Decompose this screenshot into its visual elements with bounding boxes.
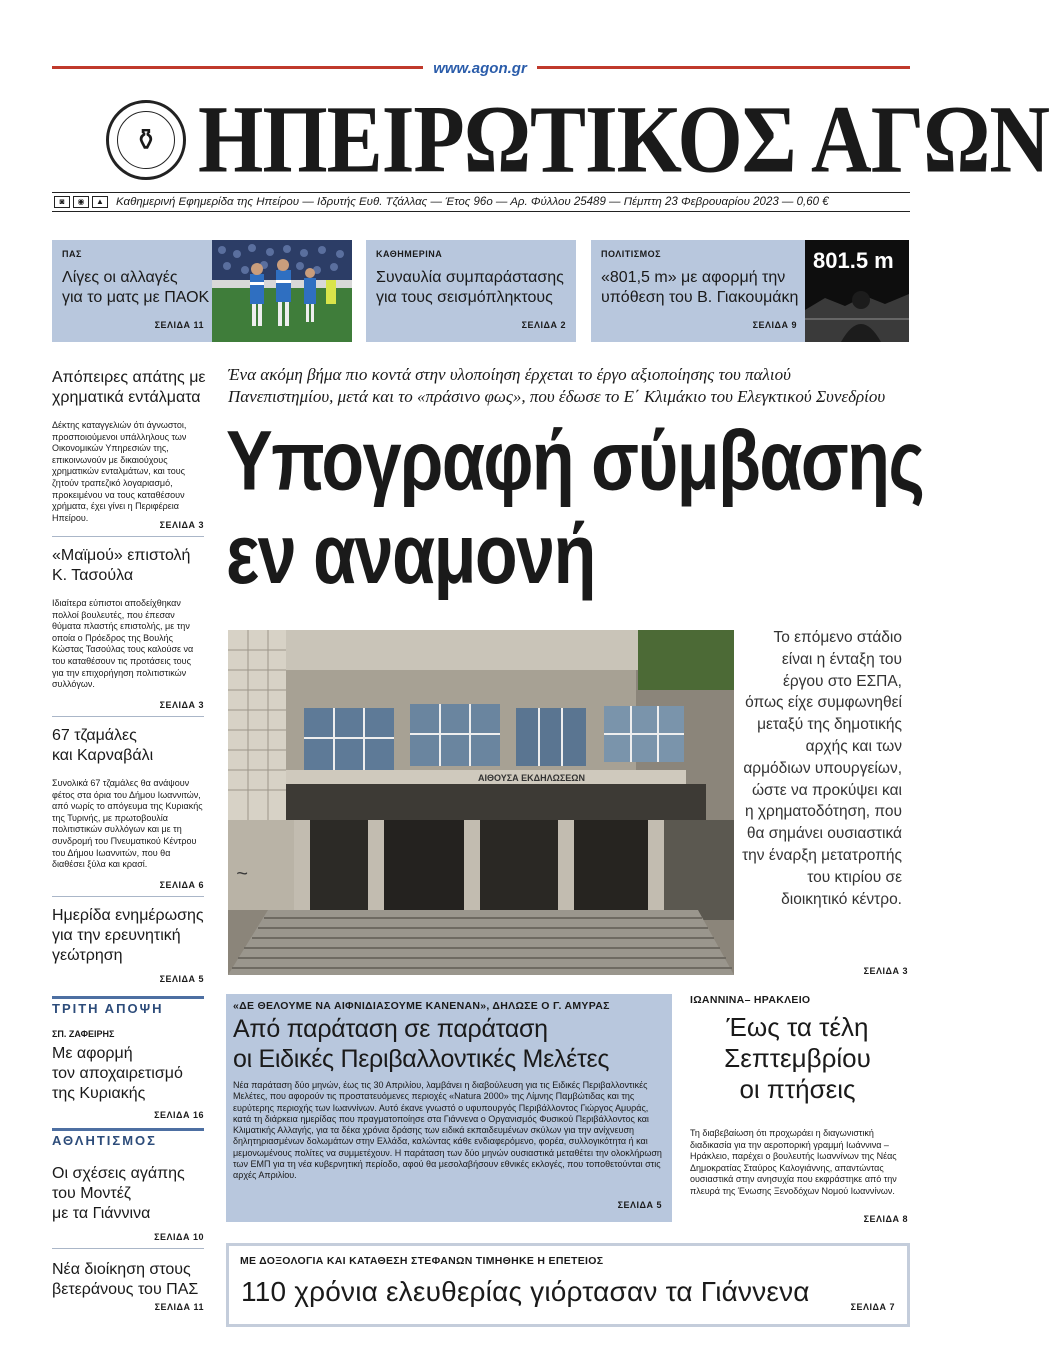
sidebar-story-title[interactable]: Απόπειρες απάτης με χρηματικά εντάλματα: [52, 369, 206, 406]
opinion-page: ΣΕΛΙΔΑ 16: [154, 1110, 204, 1120]
sidebar-story-page: ΣΕΛΙΔΑ 11: [154, 1302, 204, 1312]
sidebar-story-text: Ιδιαίτερα εύπιστοι αποδείχθηκαν πολλοί βουλευτές, που έπεσαν θύματα πλαστής επιστολής, με την οποία ο Πρόεδρος της Βουλής Κώστας Τασούλας τους καλούσε να του καταθέσουν τις προτάσεις τους για την επιχορήγηση πολιτιστικών συλλόγων.: [52, 598, 194, 690]
association-logos: [54, 196, 108, 208]
story-flights-text: Τη διαβεβαίωση ότι προχωράει η διαγωνιστική διαδικασία για την αεροπορική γραμμή Ιωάννινα – Ηράκλειο, παρέχει ο βουλευτής Ιωαννίνων της Νέας Δημοκρατίας Σταύρος Καλογιάννης, απαντώντας ουσιαστικά στην ανησυχία που εκφράστηκε από την πλευρά της Ένωσης Ξενοδόχων Νομού Ιωαννίνων.: [690, 1128, 897, 1196]
teaser-page: ΣΕΛΙΔΑ 11: [154, 320, 204, 330]
story-page: ΣΕΛΙΔΑ 7: [850, 1302, 895, 1312]
teaser-title: «801,5 m» με αφορμή την υπόθεση του Β. Γιακουμάκη: [601, 269, 799, 306]
sidebar-story-title[interactable]: «Μαϊμού» επιστολή Κ. Τασούλα: [52, 547, 191, 584]
sidebar-divider: [52, 536, 204, 537]
poster-title: 801.5 m: [813, 248, 894, 273]
sports-title[interactable]: Οι σχέσεις αγάπης του Μοντέζ με τα Γιάννινα: [52, 1165, 185, 1222]
sports-page: ΣΕΛΙΔΑ 10: [154, 1232, 204, 1242]
teaser-page: ΣΕΛΙΔΑ 2: [521, 320, 566, 330]
movie-poster-image: [805, 240, 909, 342]
logo-icon-2: ◉: [73, 196, 89, 208]
sidebar-divider: [52, 1248, 204, 1249]
story-text: Νέα παράταση δύο μηνών, έως τις 30 Απριλίου, λαμβάνει η διαβούλευση για τις Ειδικές Περιβαλλοντικές Μελέτες, που αφορούν τις προστατευόμενες περιοχές «Natura 2000» της Λίμνης Παμβώτιδας και της ευρύτερης περιοχής των Ιωαννίνων. Αυτό έκανε γνωστό ο υφυπουργός Περιβάλλοντος Γιώργος Αμυράς, κατά τη διάρκεια ημερίδας που πραγματοποίησε στα Γιάννενα ο Οργανισμός Φυσικού Περιβάλλοντος και Κλιματικής Αλλαγής, για τα δέκα χρόνια δράσης των ειδικά εκπαιδευμένων σκύλων για την ανίχνευση δηλητηριασμένων δολωμάτων στην Ελλάδα, καλώντας κάθε ενδιαφερόμενο, φορέα, συλλογικότητα ή και μεμονωμένους πολίτες να συμμετέχουν. Η παράταση των δύο μηνών ουσιαστικά μεταθέτει την ολοκλήρωση των ΕΜΠ για τη νέα κυβερνητική περίοδο, αφού θα μεσολαβήσουν εθνικές εκλογές, που τοποθετούνται στις αρχές Απριλίου.: [233, 1080, 662, 1181]
photo-sign-text: ΑΙΘΟΥΣΑ ΕΚΔΗΛΩΣΕΩΝ: [478, 773, 585, 783]
lead-headline[interactable]: Υπογραφή σύμβασης εν αναμονή: [226, 414, 924, 602]
teaser-title: Συναυλία συμπαράστασης για τους σεισμόπληκτους: [376, 269, 564, 306]
masthead-info-bar: [52, 192, 910, 212]
svg-text:~: ~: [236, 863, 248, 885]
story-page: ΣΕΛΙΔΑ 5: [617, 1200, 662, 1210]
story-flights-kicker: ΙΩΑΝΝΙΝΑ– ΗΡΑΚΛΕΙΟ: [690, 994, 811, 1006]
section-heading-opinion: ΤΡΙΤΗ ΑΠΟΨΗ: [52, 996, 204, 1016]
opinion-author: ΣΠ. ΖΑΦΕΙΡΗΣ: [52, 1029, 115, 1039]
story-kicker: «ΔΕ ΘΕΛΟΥΜΕ ΝΑ ΑΙΦΝΙΔΙΑΣΟΥΜΕ ΚΑΝΕΝΑΝ», ΔΗΛΩΣΕ Ο Γ. ΑΜΥΡΑΣ: [233, 1000, 610, 1012]
story-anniversary[interactable]: [226, 1243, 910, 1327]
sidebar-story-page: ΣΕΛΙΔΑ 6: [159, 880, 204, 890]
sidebar-divider: [52, 716, 204, 717]
sidebar-story-text: Συνολικά 67 τζαμάλες θα ανάψουν φέτος στα όρια του Δήμου Ιωαννιτών, από νωρίς το απόγευμα της Κυριακής της Τυρινής, με πρωτοβουλία πολιτιστικών συλλόγων και με τη συνδρομή του Πνευματικού Κέντρου του Δήμου Ιωαννιτών, που θα διαθέσει ξύλα και κρασί.: [52, 778, 203, 870]
lead-kicker: Ένα ακόμη βήμα πιο κοντά στην υλοποίηση έρχεται το έργο αξιοποίησης του παλιού Πανεπιστημίου, μετά και το «πράσινο φως», που έδωσε το Ε΄ Κλιμάκιο του Ελεγκτικού Συνεδρίου: [228, 365, 886, 406]
logo-icon-3: ▲: [92, 196, 108, 208]
teaser-category: ΚΑΘΗΜΕΡΙΝΑ: [376, 249, 443, 259]
teaser-pas[interactable]: [52, 240, 352, 342]
story-flights-page: ΣΕΛΙΔΑ 8: [863, 1214, 908, 1224]
football-photo: [212, 240, 352, 342]
lead-page: ΣΕΛΙΔΑ 3: [863, 966, 908, 976]
website-url[interactable]: www.agon.gr: [0, 60, 960, 77]
story-flights-headline[interactable]: Έως τα τέλη Σεπτεμβρίου οι πτήσεις: [724, 1012, 871, 1104]
sidebar-story-page: ΣΕΛΙΔΑ 3: [159, 700, 204, 710]
issue-info: Καθημερινή Εφημερίδα της Ηπείρου — Ιδρυτής Ευθ. Τζάλλας — Έτος 96ο — Αρ. Φύλλου 25489 — Πέμπτη 23 Φεβρουαρίου 2023 — 0,60 €: [116, 196, 829, 208]
sidebar-divider: [52, 896, 204, 897]
story-headline: 110 χρόνια ελευθερίας γιόρτασαν τα Γιάννενα: [241, 1276, 810, 1307]
logo-icon-1: ◙: [54, 196, 70, 208]
story-environmental-studies[interactable]: [226, 994, 672, 1222]
newspaper-title: ΗΠΕΙΡΩΤΙΚΟΣ ΑΓΩΝ: [198, 86, 1049, 194]
opinion-title[interactable]: Με αφορμή τον αποχαιρετισμό της Κυριακής: [52, 1045, 183, 1102]
teaser-page: ΣΕΛΙΔΑ 9: [752, 320, 797, 330]
lead-aside-text: Το επόμενο στάδιο είναι η ένταξη του έργου στο ΕΣΠΑ, όπως είχε συμφωνηθεί μεταξύ της δημοτικής αρχής και των αρμόδιων υπουργείων, ώστε να προκύψει και η χρηματοδότηση, που θα σημάνει ουσιαστικά την έναρξη μετατροπής του κτιρίου σε διοικητικό κέντρο.: [742, 629, 902, 908]
section-heading-sports: ΑΘΛΗΤΙΣΜΟΣ: [52, 1128, 204, 1148]
sidebar-story-title[interactable]: 67 τζαμάλες και Καρναβάλι: [52, 727, 154, 764]
newspaper-seal-icon: ⚱: [106, 100, 186, 180]
teaser-title: Λίγες οι αλλαγές για το ματς με ΠΑΟΚ: [62, 269, 210, 306]
teaser-kathimerina[interactable]: [366, 240, 576, 342]
teaser-category: ΠΑΣ: [62, 249, 82, 259]
sidebar-story-title[interactable]: Νέα διοίκηση στους βετεράνους του ΠΑΣ: [52, 1261, 199, 1298]
story-kicker: ΜΕ ΔΟΞΟΛΟΓΙΑ ΚΑΙ ΚΑΤΑΘΕΣΗ ΣΤΕΦΑΝΩΝ ΤΙΜΗΘΗΚΕ Η ΕΠΕΤΕΙΟΣ: [240, 1255, 604, 1267]
sidebar-story-text: Δέκτης καταγγελιών ότι άγνωστοι, προσποιούμενοι υπάλληλους των Οικονομικών Υπηρεσιών της, επικοινωνούν με δικαιούχους χρηματικών ενταλμάτων, και τους ζητούν τραπεζικό λογαριασμό, προκειμένου να τους καταθέσουν χρήματα, έχει γίνει η Περιφέρεια Ηπείρου.: [52, 420, 187, 523]
teaser-category: ΠΟΛΙΤΙΣΜΟΣ: [601, 249, 662, 259]
lead-photo-building: [228, 630, 734, 975]
sidebar-story-page: ΣΕΛΙΔΑ 5: [159, 974, 204, 984]
teaser-politismos[interactable]: [591, 240, 909, 342]
sidebar-story-page: ΣΕΛΙΔΑ 3: [159, 520, 204, 530]
story-headline: Από παράταση σε παράταση οι Ειδικές Περιβαλλοντικές Μελέτες: [233, 1015, 610, 1073]
sidebar-story-title[interactable]: Ημερίδα ενημέρωσης για την ερευνητική γεώτρηση: [52, 907, 204, 964]
